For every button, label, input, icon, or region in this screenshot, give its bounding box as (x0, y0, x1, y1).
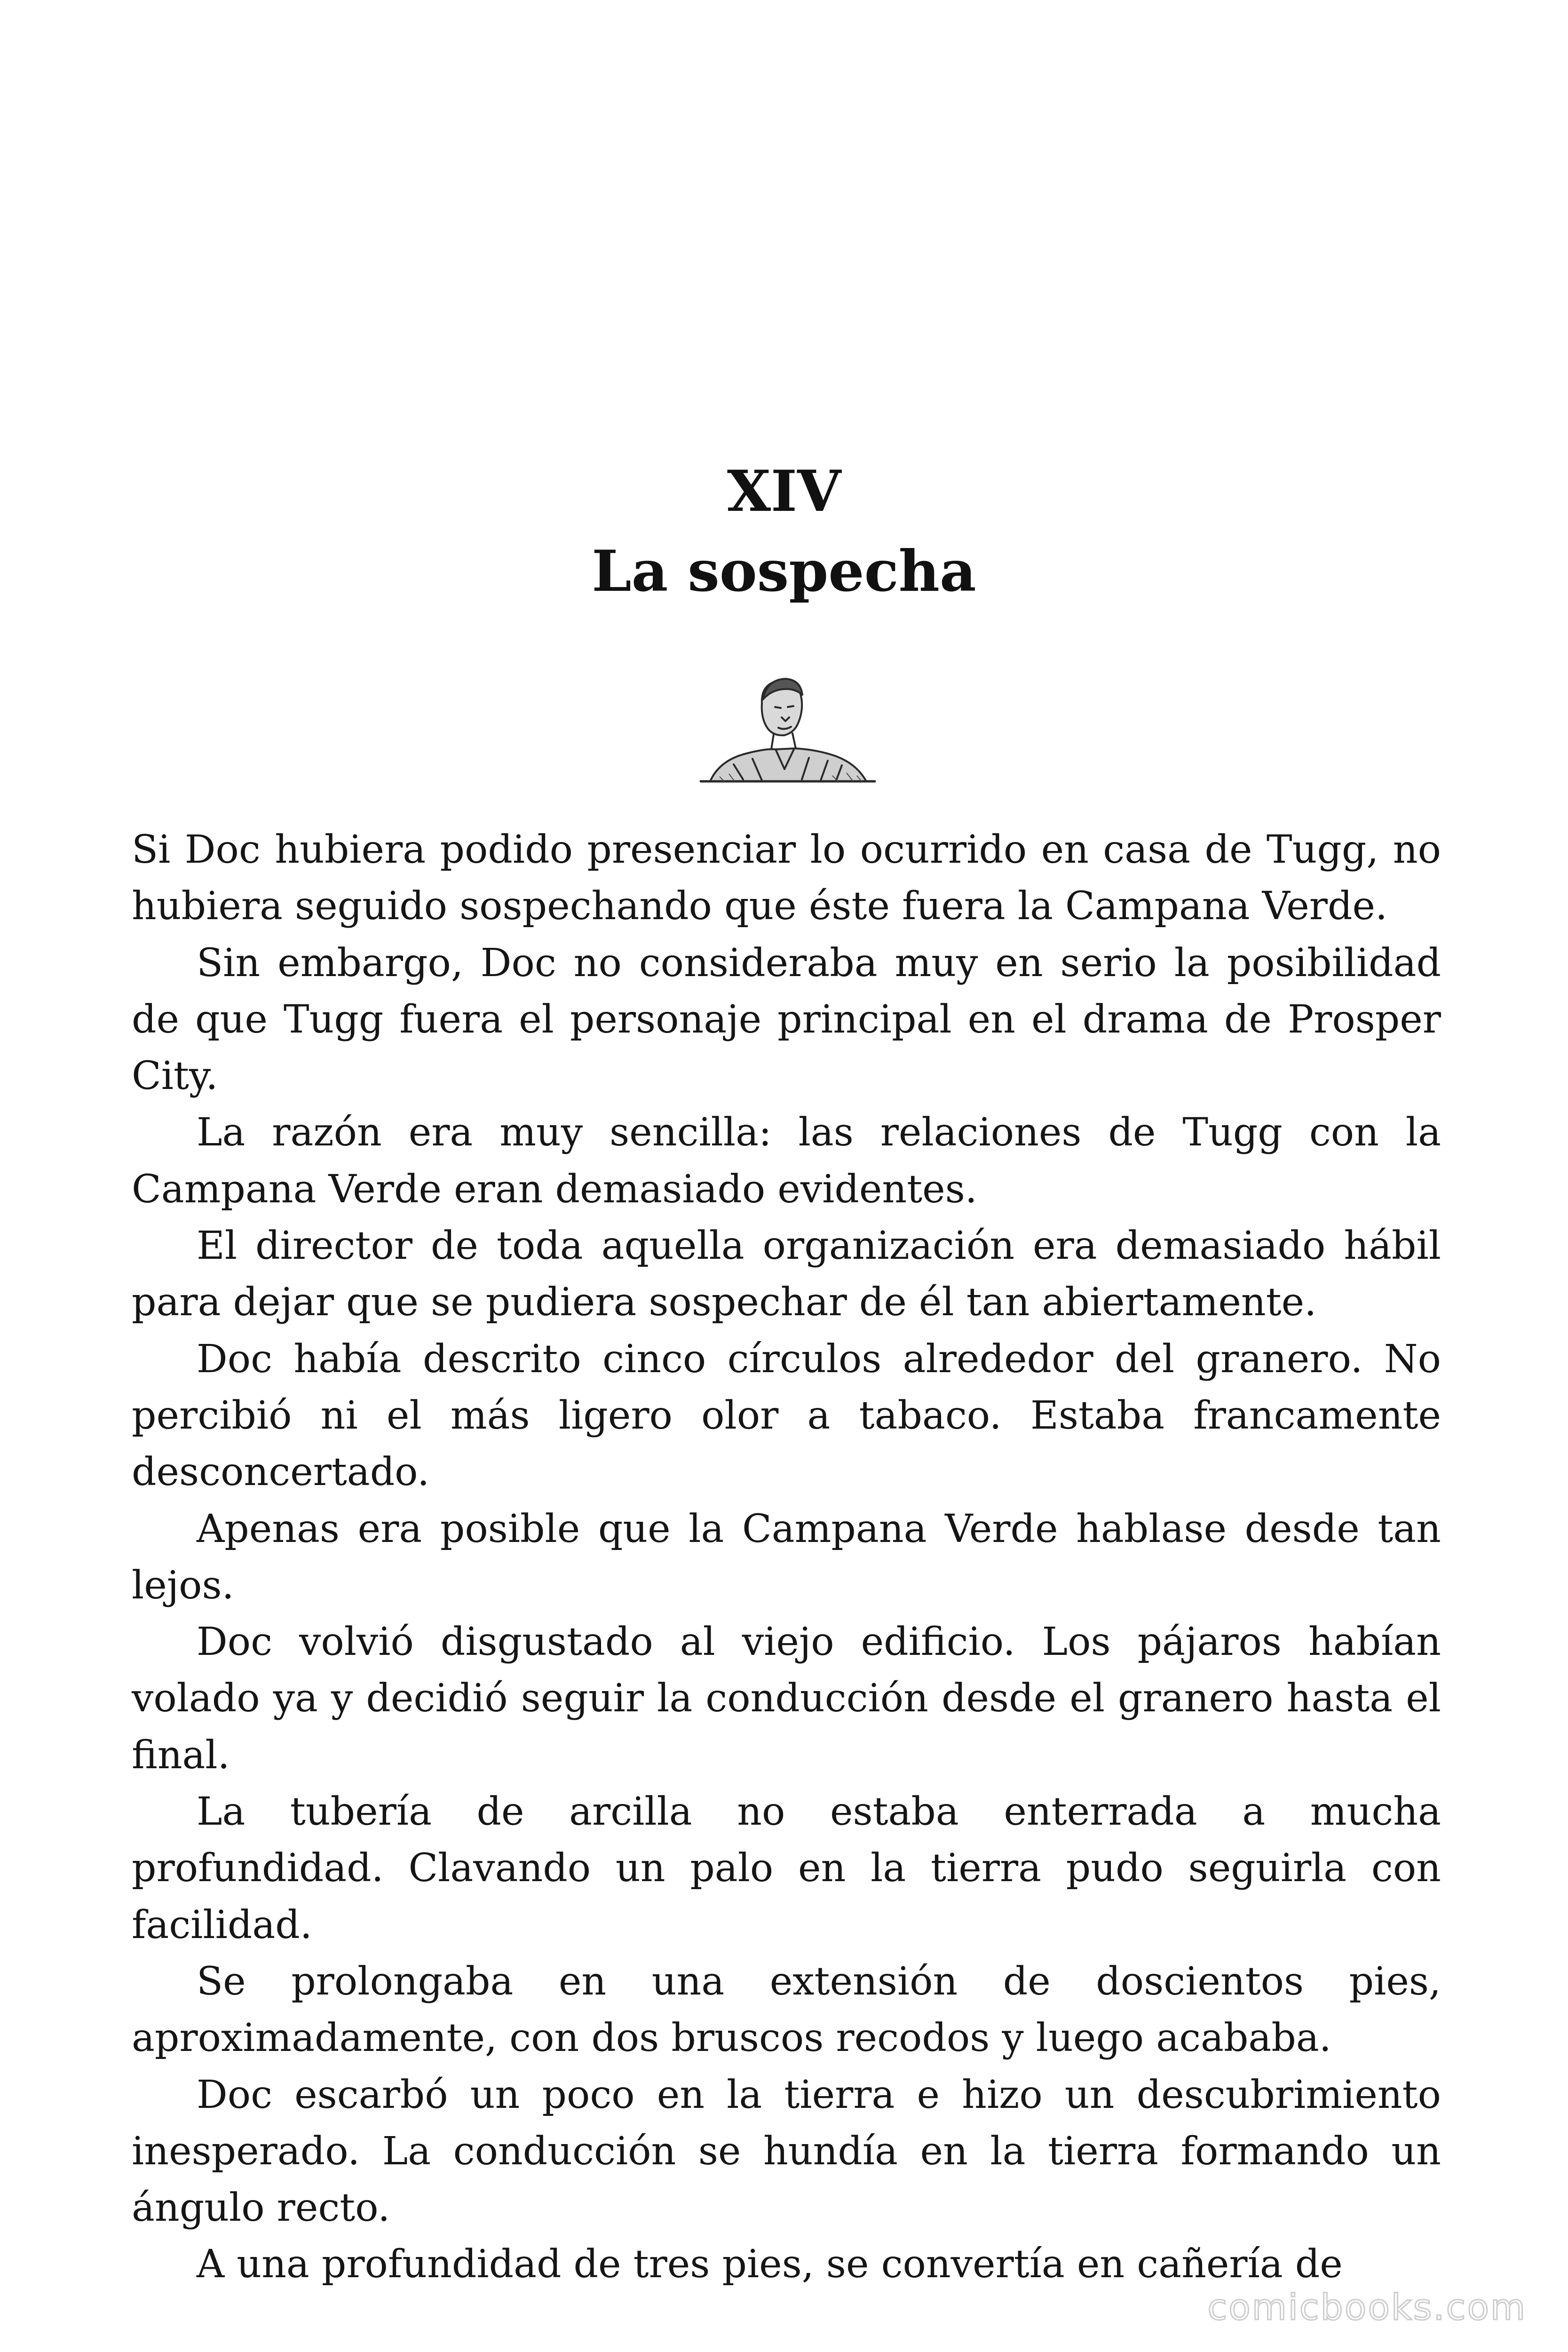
bust-portrait-icon (691, 670, 879, 783)
paragraph: La tubería de arcilla no estaba enterrada a mucha profundidad. Clavando un palo en la tierra pudo seguirla con facilidad. (132, 1789, 1441, 1947)
body-text (132, 822, 1441, 2293)
paragraph: La razón era muy sencilla: las relaciones de Tugg con la Campana Verde eran demasiado evidentes. (132, 1110, 1441, 1212)
paragraph: Sin embargo, Doc no consideraba muy en serio la posibilidad de que Tugg fuera el personaje principal en el drama de Prosper City. (132, 940, 1441, 1099)
chapter-title: La sospecha (592, 538, 976, 604)
chapter-heading (0, 452, 1568, 612)
paragraph: Se prolongaba en una extensión de doscientos pies, aproximadamente, con dos bruscos recodos y luego acababa. (132, 1959, 1441, 2061)
paragraph: Si Doc hubiera podido presenciar lo ocurrido en casa de Tugg, no hubiera seguido sospechando que éste fuera la Campana Verde. (132, 827, 1441, 929)
paragraph: Doc había descrito cinco círculos alrededor del granero. No percibió ni el más ligero olor a tabaco. Estaba francamente desconcertado. (132, 1336, 1441, 1495)
watermark: comicbooks.com (1207, 2286, 1527, 2328)
chapter-number: XIV (727, 458, 841, 524)
paragraph: Doc escarbó un poco en la tierra e hizo un descubrimiento inesperado. La conducción se hundía en la tierra formando un ángulo recto. (132, 2072, 1441, 2231)
paragraph: A una profundidad de tres pies, se convertía en cañería de (197, 2242, 1343, 2287)
paragraph: El director de toda aquella organización era demasiado hábil para dejar que se pudiera sospechar de él tan abiertamente. (132, 1224, 1441, 1325)
paragraph: Doc volvió disgustado al viejo edificio. Los pájaros habían volado ya y decidió seguir la conducción desde el granero hasta el final. (132, 1620, 1441, 1778)
paragraph: Apenas era posible que la Campana Verde hablase desde tan lejos. (132, 1506, 1441, 1608)
